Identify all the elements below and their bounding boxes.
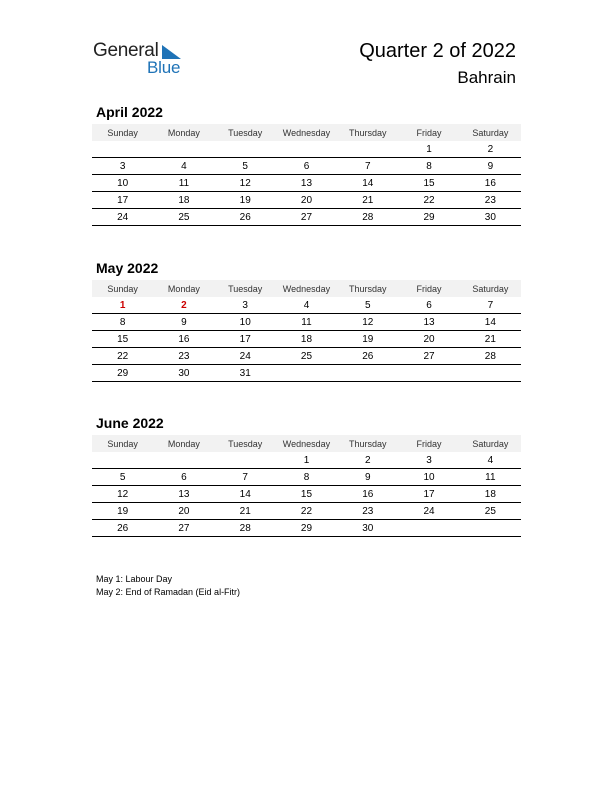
week-row	[92, 331, 521, 348]
day-cell: 26	[92, 520, 153, 537]
empty-day-cell	[276, 365, 337, 382]
day-cell: 10	[215, 314, 276, 331]
weekday-label: Monday	[153, 435, 214, 452]
weekday-label: Tuesday	[215, 124, 276, 141]
day-cell: 22	[276, 503, 337, 520]
day-cell: 8	[398, 158, 459, 175]
day-cell: 21	[215, 503, 276, 520]
day-cell: 28	[337, 209, 398, 226]
weekday-label: Friday	[398, 280, 459, 297]
day-cell: 16	[153, 331, 214, 348]
weekday-label: Friday	[398, 435, 459, 452]
day-cell: 20	[153, 503, 214, 520]
empty-day-cell	[153, 452, 214, 469]
month-april	[92, 103, 521, 226]
holiday-note: May 1: Labour Day	[96, 574, 173, 584]
brand-logo	[93, 40, 193, 80]
day-cell: 23	[153, 348, 214, 365]
day-cell: 26	[337, 348, 398, 365]
weekday-label: Thursday	[337, 435, 398, 452]
month-title: June 2022	[96, 415, 164, 431]
day-cell: 29	[276, 520, 337, 537]
week-row	[92, 520, 521, 537]
day-cell: 27	[276, 209, 337, 226]
day-cell: 27	[153, 520, 214, 537]
day-cell: 11	[460, 469, 521, 486]
weekday-label: Friday	[398, 124, 459, 141]
day-cell: 17	[398, 486, 459, 503]
day-cell: 21	[460, 331, 521, 348]
month-may	[92, 259, 521, 382]
day-cell: 6	[276, 158, 337, 175]
weekday-label: Saturday	[460, 435, 521, 452]
day-cell: 17	[92, 192, 153, 209]
day-cell: 7	[337, 158, 398, 175]
calendar-table	[92, 280, 521, 382]
week-row	[92, 503, 521, 520]
day-cell: 21	[337, 192, 398, 209]
day-cell: 9	[153, 314, 214, 331]
day-cell: 11	[276, 314, 337, 331]
day-cell: 28	[215, 520, 276, 537]
day-cell: 22	[92, 348, 153, 365]
day-cell: 8	[92, 314, 153, 331]
day-cell: 17	[215, 331, 276, 348]
logo-triangle-icon	[160, 45, 182, 59]
day-cell: 25	[460, 503, 521, 520]
day-cell: 19	[92, 503, 153, 520]
day-cell: 18	[276, 331, 337, 348]
week-row	[92, 348, 521, 365]
weekday-label: Sunday	[92, 124, 153, 141]
day-cell: 19	[215, 192, 276, 209]
calendar-table	[92, 435, 521, 537]
day-cell: 30	[337, 520, 398, 537]
logo-text-general: General	[93, 40, 159, 61]
day-cell: 2	[153, 297, 214, 314]
day-cell: 24	[398, 503, 459, 520]
day-cell: 14	[215, 486, 276, 503]
weekday-label: Wednesday	[276, 280, 337, 297]
day-cell: 13	[276, 175, 337, 192]
day-cell: 20	[398, 331, 459, 348]
day-cell: 6	[398, 297, 459, 314]
day-cell: 16	[337, 486, 398, 503]
day-cell: 29	[398, 209, 459, 226]
day-cell: 18	[460, 486, 521, 503]
week-row	[92, 192, 521, 209]
weekday-label: Thursday	[337, 280, 398, 297]
day-cell: 31	[215, 365, 276, 382]
day-cell: 24	[215, 348, 276, 365]
week-row	[92, 175, 521, 192]
page-title: Quarter 2 of 2022	[359, 40, 516, 62]
day-cell: 15	[398, 175, 459, 192]
empty-day-cell	[215, 141, 276, 158]
day-cell: 29	[92, 365, 153, 382]
day-cell: 6	[153, 469, 214, 486]
day-cell: 13	[153, 486, 214, 503]
day-cell: 23	[337, 503, 398, 520]
day-cell: 14	[460, 314, 521, 331]
weekday-label: Wednesday	[276, 435, 337, 452]
calendar-table	[92, 124, 521, 226]
day-cell: 4	[276, 297, 337, 314]
weekday-label: Sunday	[92, 280, 153, 297]
weekday-label: Tuesday	[215, 280, 276, 297]
empty-day-cell	[398, 365, 459, 382]
empty-day-cell	[460, 520, 521, 537]
country-name: Bahrain	[457, 68, 516, 87]
empty-day-cell	[337, 141, 398, 158]
week-row	[92, 469, 521, 486]
month-title: May 2022	[96, 260, 159, 276]
day-cell: 11	[153, 175, 214, 192]
day-cell: 24	[92, 209, 153, 226]
day-cell: 5	[215, 158, 276, 175]
day-cell: 1	[276, 452, 337, 469]
weekday-header-row	[92, 280, 521, 297]
day-cell: 3	[215, 297, 276, 314]
weekday-label: Sunday	[92, 435, 153, 452]
empty-day-cell	[398, 520, 459, 537]
weekday-label: Monday	[153, 280, 214, 297]
week-row	[92, 141, 521, 158]
day-cell: 2	[460, 141, 521, 158]
empty-day-cell	[153, 141, 214, 158]
day-cell: 23	[460, 192, 521, 209]
day-cell: 13	[398, 314, 459, 331]
month-title: April 2022	[96, 104, 163, 120]
day-cell: 25	[153, 209, 214, 226]
empty-day-cell	[460, 365, 521, 382]
weekday-label: Saturday	[460, 124, 521, 141]
weekday-label: Monday	[153, 124, 214, 141]
day-cell: 1	[92, 297, 153, 314]
day-cell: 3	[398, 452, 459, 469]
day-cell: 7	[460, 297, 521, 314]
weekday-label: Tuesday	[215, 435, 276, 452]
day-cell: 9	[460, 158, 521, 175]
month-june	[92, 414, 521, 537]
day-cell: 15	[92, 331, 153, 348]
day-cell: 30	[460, 209, 521, 226]
logo-text-blue: Blue	[147, 58, 181, 77]
empty-day-cell	[276, 141, 337, 158]
day-cell: 16	[460, 175, 521, 192]
day-cell: 7	[215, 469, 276, 486]
day-cell: 15	[276, 486, 337, 503]
day-cell: 25	[276, 348, 337, 365]
empty-day-cell	[215, 452, 276, 469]
day-cell: 8	[276, 469, 337, 486]
week-row	[92, 486, 521, 503]
day-cell: 5	[337, 297, 398, 314]
week-row	[92, 314, 521, 331]
week-row	[92, 158, 521, 175]
day-cell: 12	[92, 486, 153, 503]
day-cell: 10	[92, 175, 153, 192]
week-row	[92, 209, 521, 226]
day-cell: 26	[215, 209, 276, 226]
day-cell: 1	[398, 141, 459, 158]
day-cell: 4	[153, 158, 214, 175]
day-cell: 9	[337, 469, 398, 486]
weekday-label: Thursday	[337, 124, 398, 141]
week-row	[92, 297, 521, 314]
week-row	[92, 452, 521, 469]
weekday-header-row	[92, 124, 521, 141]
day-cell: 20	[276, 192, 337, 209]
day-cell: 27	[398, 348, 459, 365]
empty-day-cell	[92, 141, 153, 158]
day-cell: 4	[460, 452, 521, 469]
day-cell: 10	[398, 469, 459, 486]
day-cell: 3	[92, 158, 153, 175]
day-cell: 5	[92, 469, 153, 486]
day-cell: 12	[337, 314, 398, 331]
holiday-notes	[96, 573, 240, 599]
week-row	[92, 365, 521, 382]
day-cell: 22	[398, 192, 459, 209]
day-cell: 12	[215, 175, 276, 192]
empty-day-cell	[92, 452, 153, 469]
weekday-label: Wednesday	[276, 124, 337, 141]
day-cell: 18	[153, 192, 214, 209]
holiday-note: May 2: End of Ramadan (Eid al-Fitr)	[96, 587, 241, 597]
day-cell: 19	[337, 331, 398, 348]
day-cell: 30	[153, 365, 214, 382]
day-cell: 2	[337, 452, 398, 469]
day-cell: 14	[337, 175, 398, 192]
day-cell: 28	[460, 348, 521, 365]
weekday-label: Saturday	[460, 280, 521, 297]
empty-day-cell	[337, 365, 398, 382]
weekday-header-row	[92, 435, 521, 452]
